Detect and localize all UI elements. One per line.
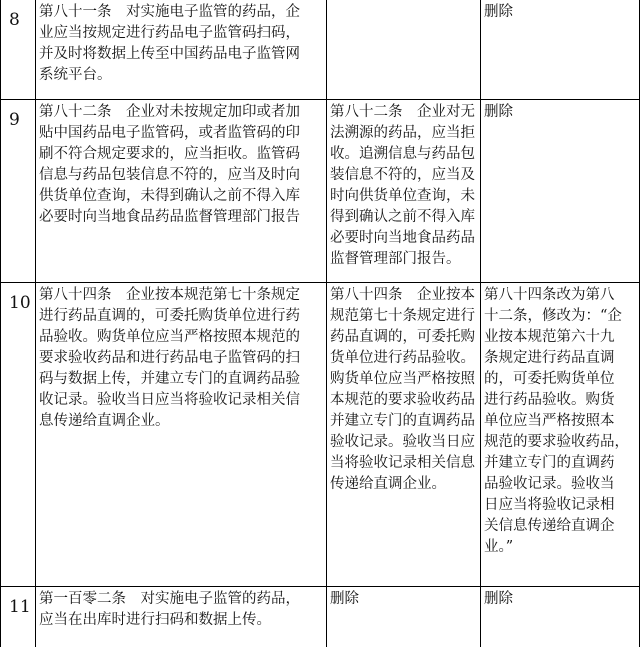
original-text-cell [36,587,327,647]
draft-text-cell [327,587,481,647]
text-line: 系统平台。 [39,67,112,83]
text-line: 第八十四条改为第八 [484,287,615,303]
text-line: 应当在出库时进行扫码和数据上传。 [39,612,271,628]
text-line: 时向供货单位查询，未 [330,188,475,204]
text-line: 传递给直调企业。 [330,476,446,492]
text-line: 日应当将验收记录相 [484,497,615,513]
row-number: 10 [0,283,36,587]
draft-text-cell [327,283,481,587]
text-line: 业。” [484,539,514,555]
text-line: 收。追溯信息与药品包 [330,146,475,162]
original-text-cell [36,283,327,587]
text-line: 货单位进行药品验收。 [330,350,475,366]
text-line: 息传递给直调企业。 [39,413,170,429]
original-text-cell [36,100,327,283]
text-line: 码与数据上传，并建立专门的直调药品验 [39,371,300,387]
text-line: 业按本规范第六十九 [484,329,615,345]
table-row [0,99,640,283]
draft-text-cell [327,100,481,283]
text-line: 进行药品直调的，可委托购货单位进行药 [39,308,300,324]
table-row [0,586,640,647]
text-line: 供货单位查询，未得到确认之前不得入库 [39,188,300,204]
text-line: 规范的要求验收药品， [484,434,629,450]
text-line: 规范第七十条规定进行 [330,308,475,324]
revision-text-cell [481,100,640,283]
revision-text-cell [481,587,640,647]
text-line: 的，可委托购货单位 [484,371,615,387]
row-number: 11 [0,587,36,647]
table-row [0,0,640,100]
text-line: 法溯源的药品，应当拒 [330,125,475,141]
text-line: 药品直调的，可委托购 [330,329,475,345]
text-line: 并建立专门的直调药品 [330,413,475,429]
text-line: 第八十四条 企业按本规范第七十条规定 [39,287,300,303]
revision-text-cell [481,283,640,587]
text-line: 装信息不符的，应当及 [330,167,475,183]
text-line: 购货单位应当严格按照 [330,371,475,387]
text-line: 关信息传递给直调企 [484,518,615,534]
text-line: 验收记录。验收当日应 [330,434,475,450]
draft-text-cell [327,0,481,100]
text-line: 单位应当严格按照本 [484,413,615,429]
original-text-cell [36,0,327,100]
text-line: 第一百零二条 对实施电子监管的药品， [39,591,300,607]
text-line: 监督管理部门报告。 [330,251,461,267]
text-line: 并建立专门的直调药 [484,455,615,471]
table-row [0,282,640,587]
text-line: 删除 [484,104,513,120]
text-line: 删除 [330,591,359,607]
row-number: 9 [0,100,36,283]
text-line: 删除 [484,4,513,20]
text-line: 业应当按规定进行药品电子监管码扫码， [39,25,300,41]
text-line: 当将验收记录相关信息 [330,455,475,471]
text-line: 第八十一条 对实施电子监管的药品，企 [39,4,300,20]
text-line: 品验收。购货单位应当严格按照本规范的 [39,329,300,345]
text-line: 收记录。验收当日应当将验收记录相关信 [39,392,300,408]
revision-text-cell [481,0,640,100]
text-line: 得到确认之前不得入库 [330,209,475,225]
text-line: 必要时向当地食品药品 [330,230,475,246]
text-line: 删除 [484,591,513,607]
text-line: 贴中国药品电子监管码，或者监管码的印 [39,125,300,141]
text-line: 品验收记录。验收当 [484,476,615,492]
text-line: 信息与药品包装信息不符的，应当及时向 [39,167,300,183]
row-number: 8 [0,0,36,100]
text-line: 第八十二条 企业对未按规定加印或者加 [39,104,300,120]
text-line: 并及时将数据上传至中国药品电子监管网 [39,46,300,62]
text-line: 十二条，修改为：“企 [484,308,622,324]
text-line: 要求验收药品和进行药品电子监管码的扫 [39,350,300,366]
text-line: 刷不符合规定要求的，应当拒收。监管码 [39,146,300,162]
text-line: 条规定进行药品直调 [484,350,615,366]
text-line: 第八十二条 企业对无 [330,104,475,120]
text-line: 第八十四条 企业按本 [330,287,475,303]
text-line: 进行药品验收。购货 [484,392,615,408]
text-line: 本规范的要求验收药品 [330,392,475,408]
text-line: 必要时向当地食品药品监督管理部门报告 [39,209,300,225]
